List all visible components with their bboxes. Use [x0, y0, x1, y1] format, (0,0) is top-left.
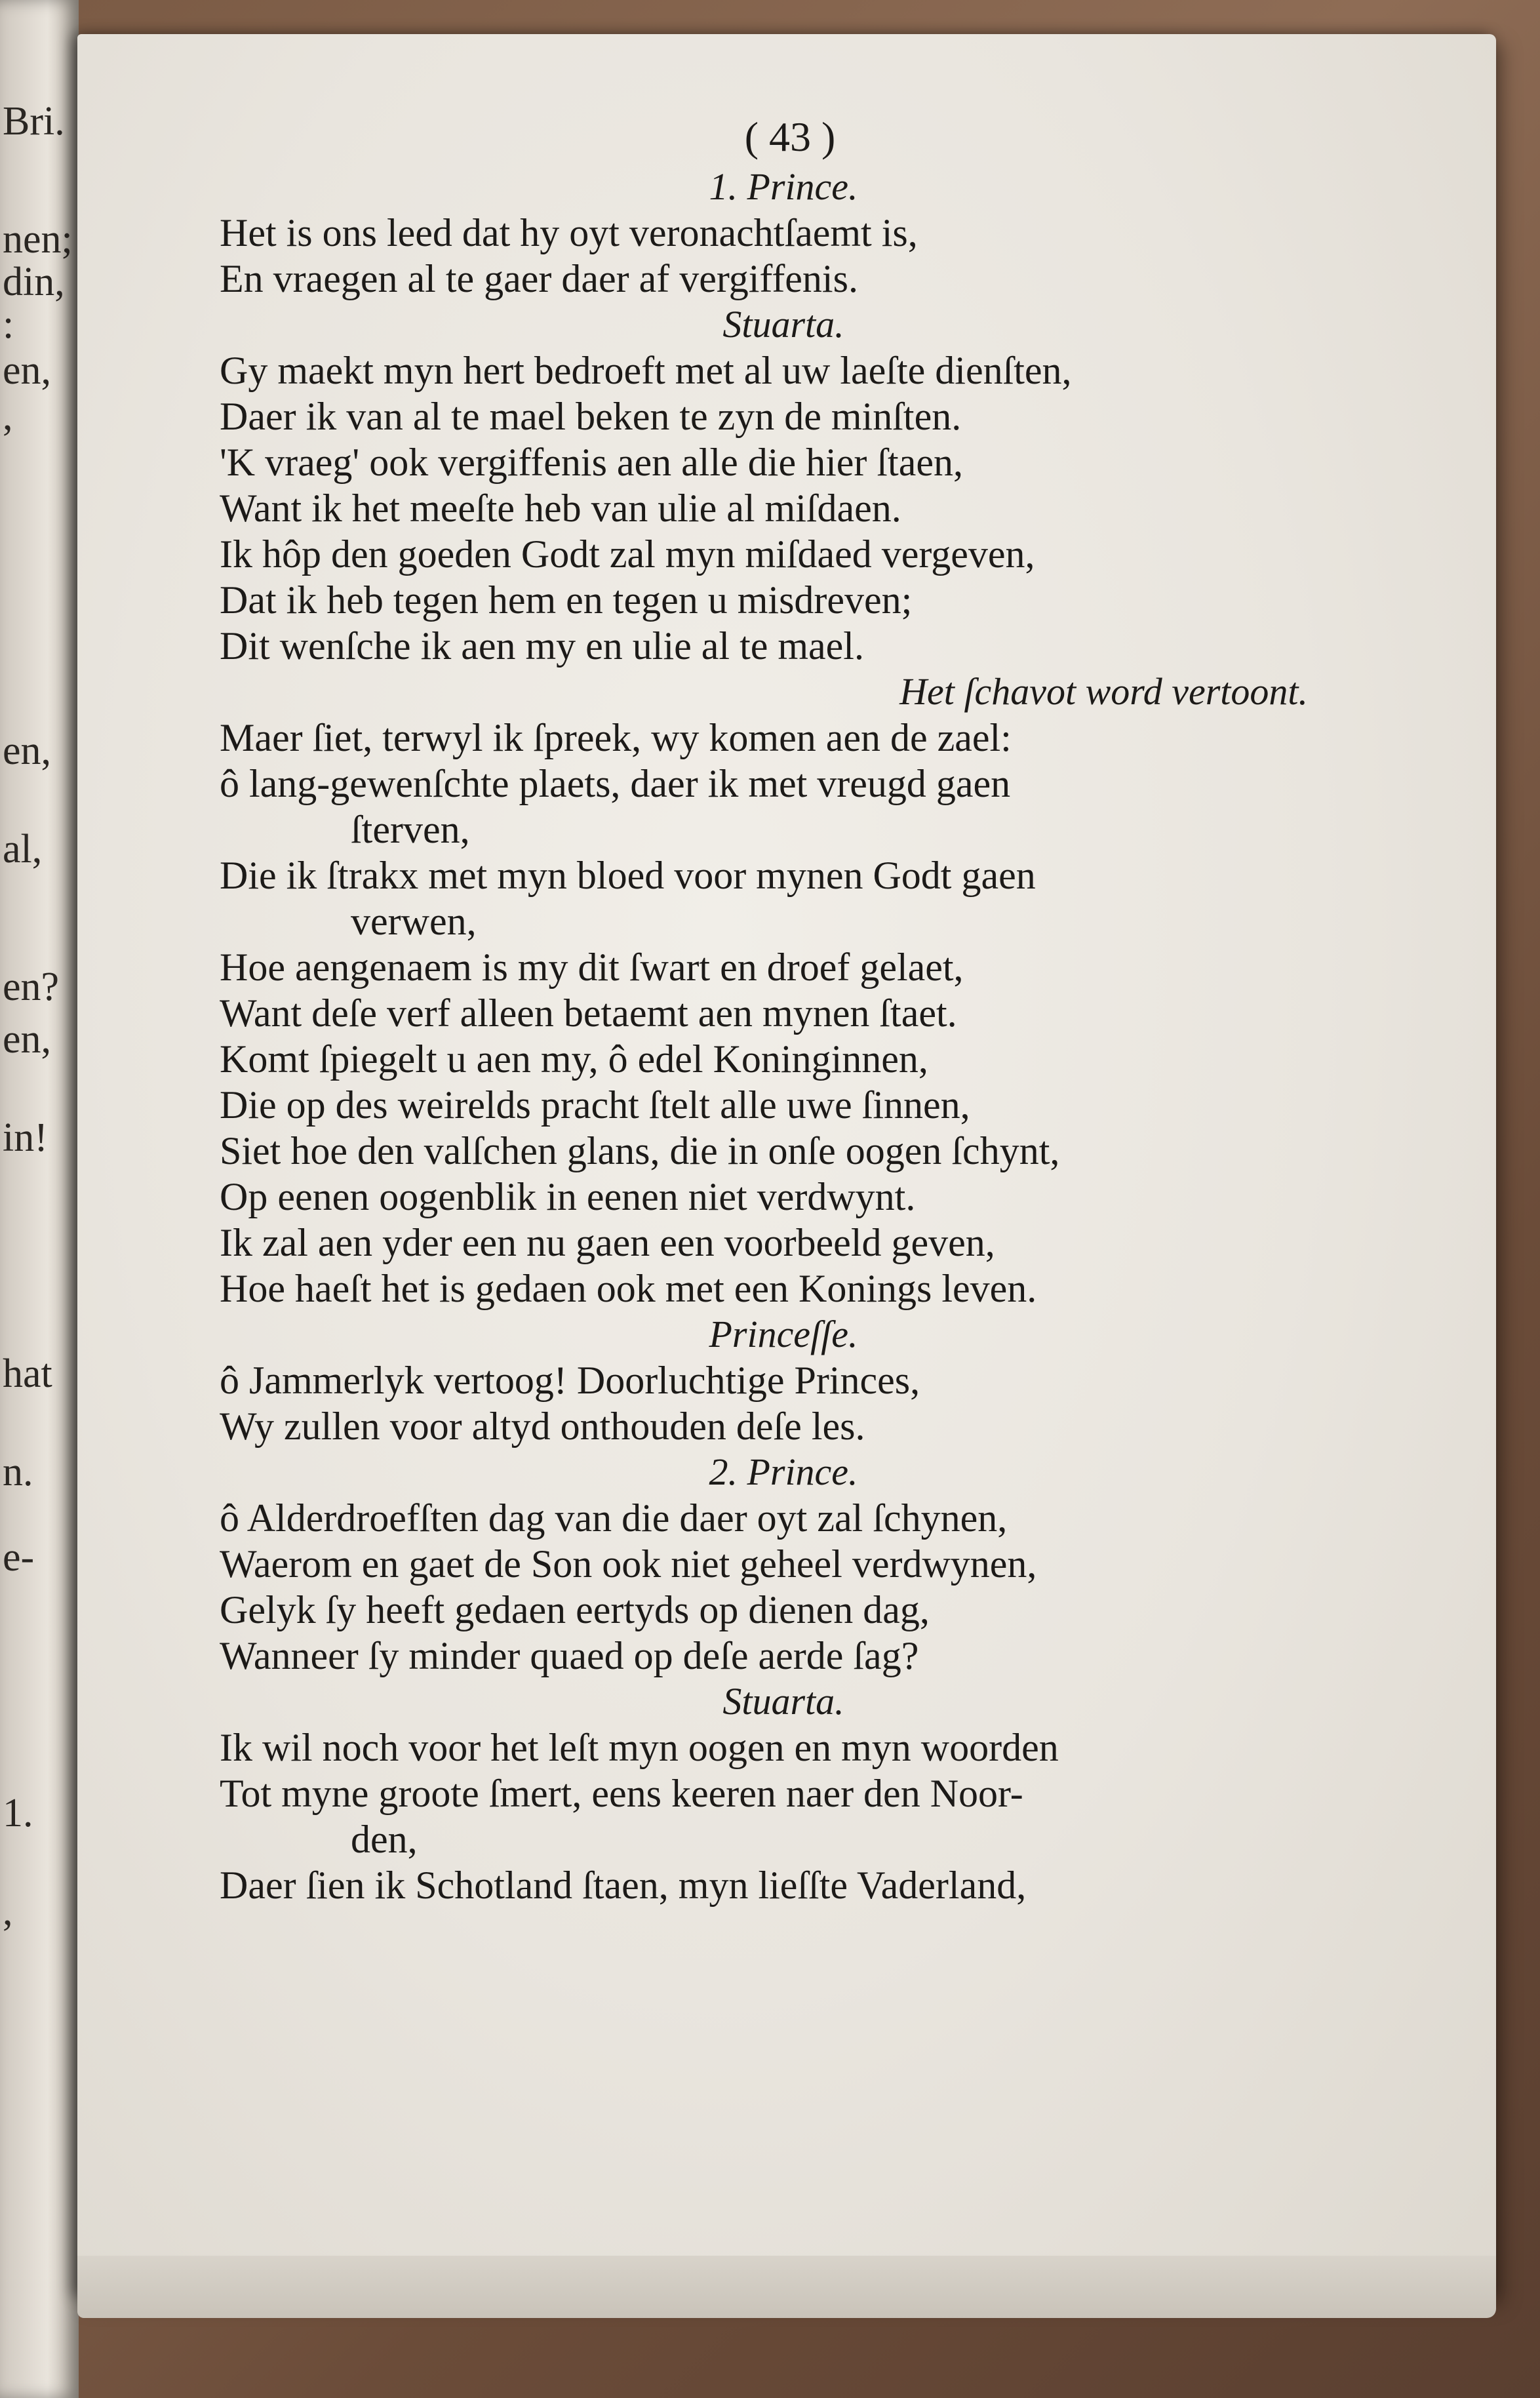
- verse-line: Hoe aengenaem is my dit ſwart en droef gelaet,: [220, 946, 964, 989]
- speaker-heading: Stuarta.: [722, 1680, 844, 1723]
- verse-line: Op eenen oogenblik in eenen niet verdwynt.: [220, 1175, 916, 1218]
- verse-line: Hoe haeſt het is gedaen ook met een Konings leven.: [220, 1267, 1037, 1310]
- left-fragment: en,: [3, 348, 52, 393]
- verse-line: Daer ſien ik Schotland ſtaen, myn lieſſte Vaderland,: [220, 1864, 1027, 1907]
- left-fragment: en,: [3, 729, 52, 773]
- left-fragment: nen;: [3, 217, 73, 262]
- speaker-heading: 2. Prince.: [709, 1450, 858, 1493]
- verse-line: ô lang-gewenſchte plaets, daer ik met vreugd gaen: [220, 762, 1011, 805]
- verse-line: Siet hoe den valſchen glans, die in onſe oogen ſchynt,: [220, 1129, 1060, 1172]
- verse-line: Gy maekt myn hert bedroeft met al uw laeſte dienſten,: [220, 349, 1072, 392]
- left-fragment: Bri.: [3, 99, 65, 144]
- verse-line: Wanneer ſy minder quaed op deſe aerde ſag?: [220, 1634, 919, 1677]
- left-fragment: 1.: [3, 1791, 33, 1835]
- speaker-heading: Princeſſe.: [709, 1313, 858, 1355]
- left-fragment: en,: [3, 1017, 52, 1062]
- left-fragment: ,: [3, 394, 13, 439]
- verse-line: Tot myne groote ſmert, eens keeren naer den Noor-: [220, 1772, 1023, 1815]
- verse-line: Gelyk ſy heeft gedaen eertyds op dienen dag,: [220, 1588, 930, 1631]
- left-fragment: in!: [3, 1115, 48, 1160]
- verse-line: Dat ik heb tegen hem en tegen u misdreven;: [220, 578, 913, 622]
- verse-line: Dit wenſche ik aen my en ulie al te mael.: [220, 624, 864, 668]
- verse-line: Wy zullen voor altyd onthouden deſe les.: [220, 1405, 865, 1448]
- page-deckle-edge: [77, 2256, 1496, 2318]
- verse-line: Het is ons leed dat hy oyt veronachtſaemt is,: [220, 211, 918, 254]
- verse-lines: [220, 164, 1347, 1908]
- verse-line-continuation: den,: [351, 1818, 418, 1861]
- verse-line: 'K vraeg' ook vergiffenis aen alle die hier ſtaen,: [220, 441, 963, 484]
- verse-line: Ik wil noch voor het leſt myn oogen en myn woorden: [220, 1726, 1059, 1769]
- verse-line: Want deſe verf alleen betaemt aen mynen ſtaet.: [220, 991, 957, 1035]
- verse-line-continuation: ſterven,: [351, 808, 470, 851]
- verse-line: ô Jammerlyk vertoog! Doorluchtige Princes,: [220, 1359, 920, 1402]
- verse-line: Die ik ſtrakx met myn bloed voor mynen Godt gaen: [220, 854, 1036, 897]
- page-text: [220, 110, 1347, 1908]
- verse-line: Die op des weirelds pracht ſtelt alle uwe ſinnen,: [220, 1083, 970, 1127]
- left-fragment: al,: [3, 827, 43, 871]
- verse-line: Maer ſiet, terwyl ik ſpreek, wy komen aen de zael:: [220, 716, 1012, 759]
- left-page-edge: [0, 0, 79, 2398]
- left-fragment: ,: [3, 1889, 13, 1934]
- left-fragment: n.: [3, 1450, 33, 1494]
- verse-line-continuation: verwen,: [351, 900, 477, 943]
- stage-direction: Het ſchavot word vertoont.: [899, 670, 1308, 713]
- verse-line: Waerom en gaet de Son ook niet geheel verdwynen,: [220, 1542, 1037, 1586]
- left-fragment: e-: [3, 1535, 35, 1580]
- speaker-heading: Stuarta.: [722, 303, 844, 346]
- speaker-heading: 1. Prince.: [709, 165, 858, 208]
- verse-line: Ik zal aen yder een nu gaen een voorbeeld geven,: [220, 1221, 995, 1264]
- left-fragment: :: [3, 302, 14, 347]
- left-fragment: en?: [3, 965, 60, 1009]
- left-fragment: hat: [3, 1351, 52, 1396]
- verse-line: ô Alderdroefſten dag van die daer oyt zal ſchynen,: [220, 1496, 1008, 1540]
- verse-line: Daer ik van al te mael beken te zyn de minſten.: [220, 395, 962, 438]
- page-number: ( 43 ): [744, 113, 836, 160]
- verse-line: Ik hôp den goeden Godt zal myn miſdaed vergeven,: [220, 532, 1035, 576]
- verse-line: Want ik het meeſte heb van ulie al miſdaen.: [220, 487, 901, 530]
- left-fragment: din,: [3, 260, 65, 304]
- verse-line: En vraegen al te gaer daer af vergiffenis.: [220, 257, 858, 300]
- verse-line: Komt ſpiegelt u aen my, ô edel Koninginnen,: [220, 1037, 928, 1081]
